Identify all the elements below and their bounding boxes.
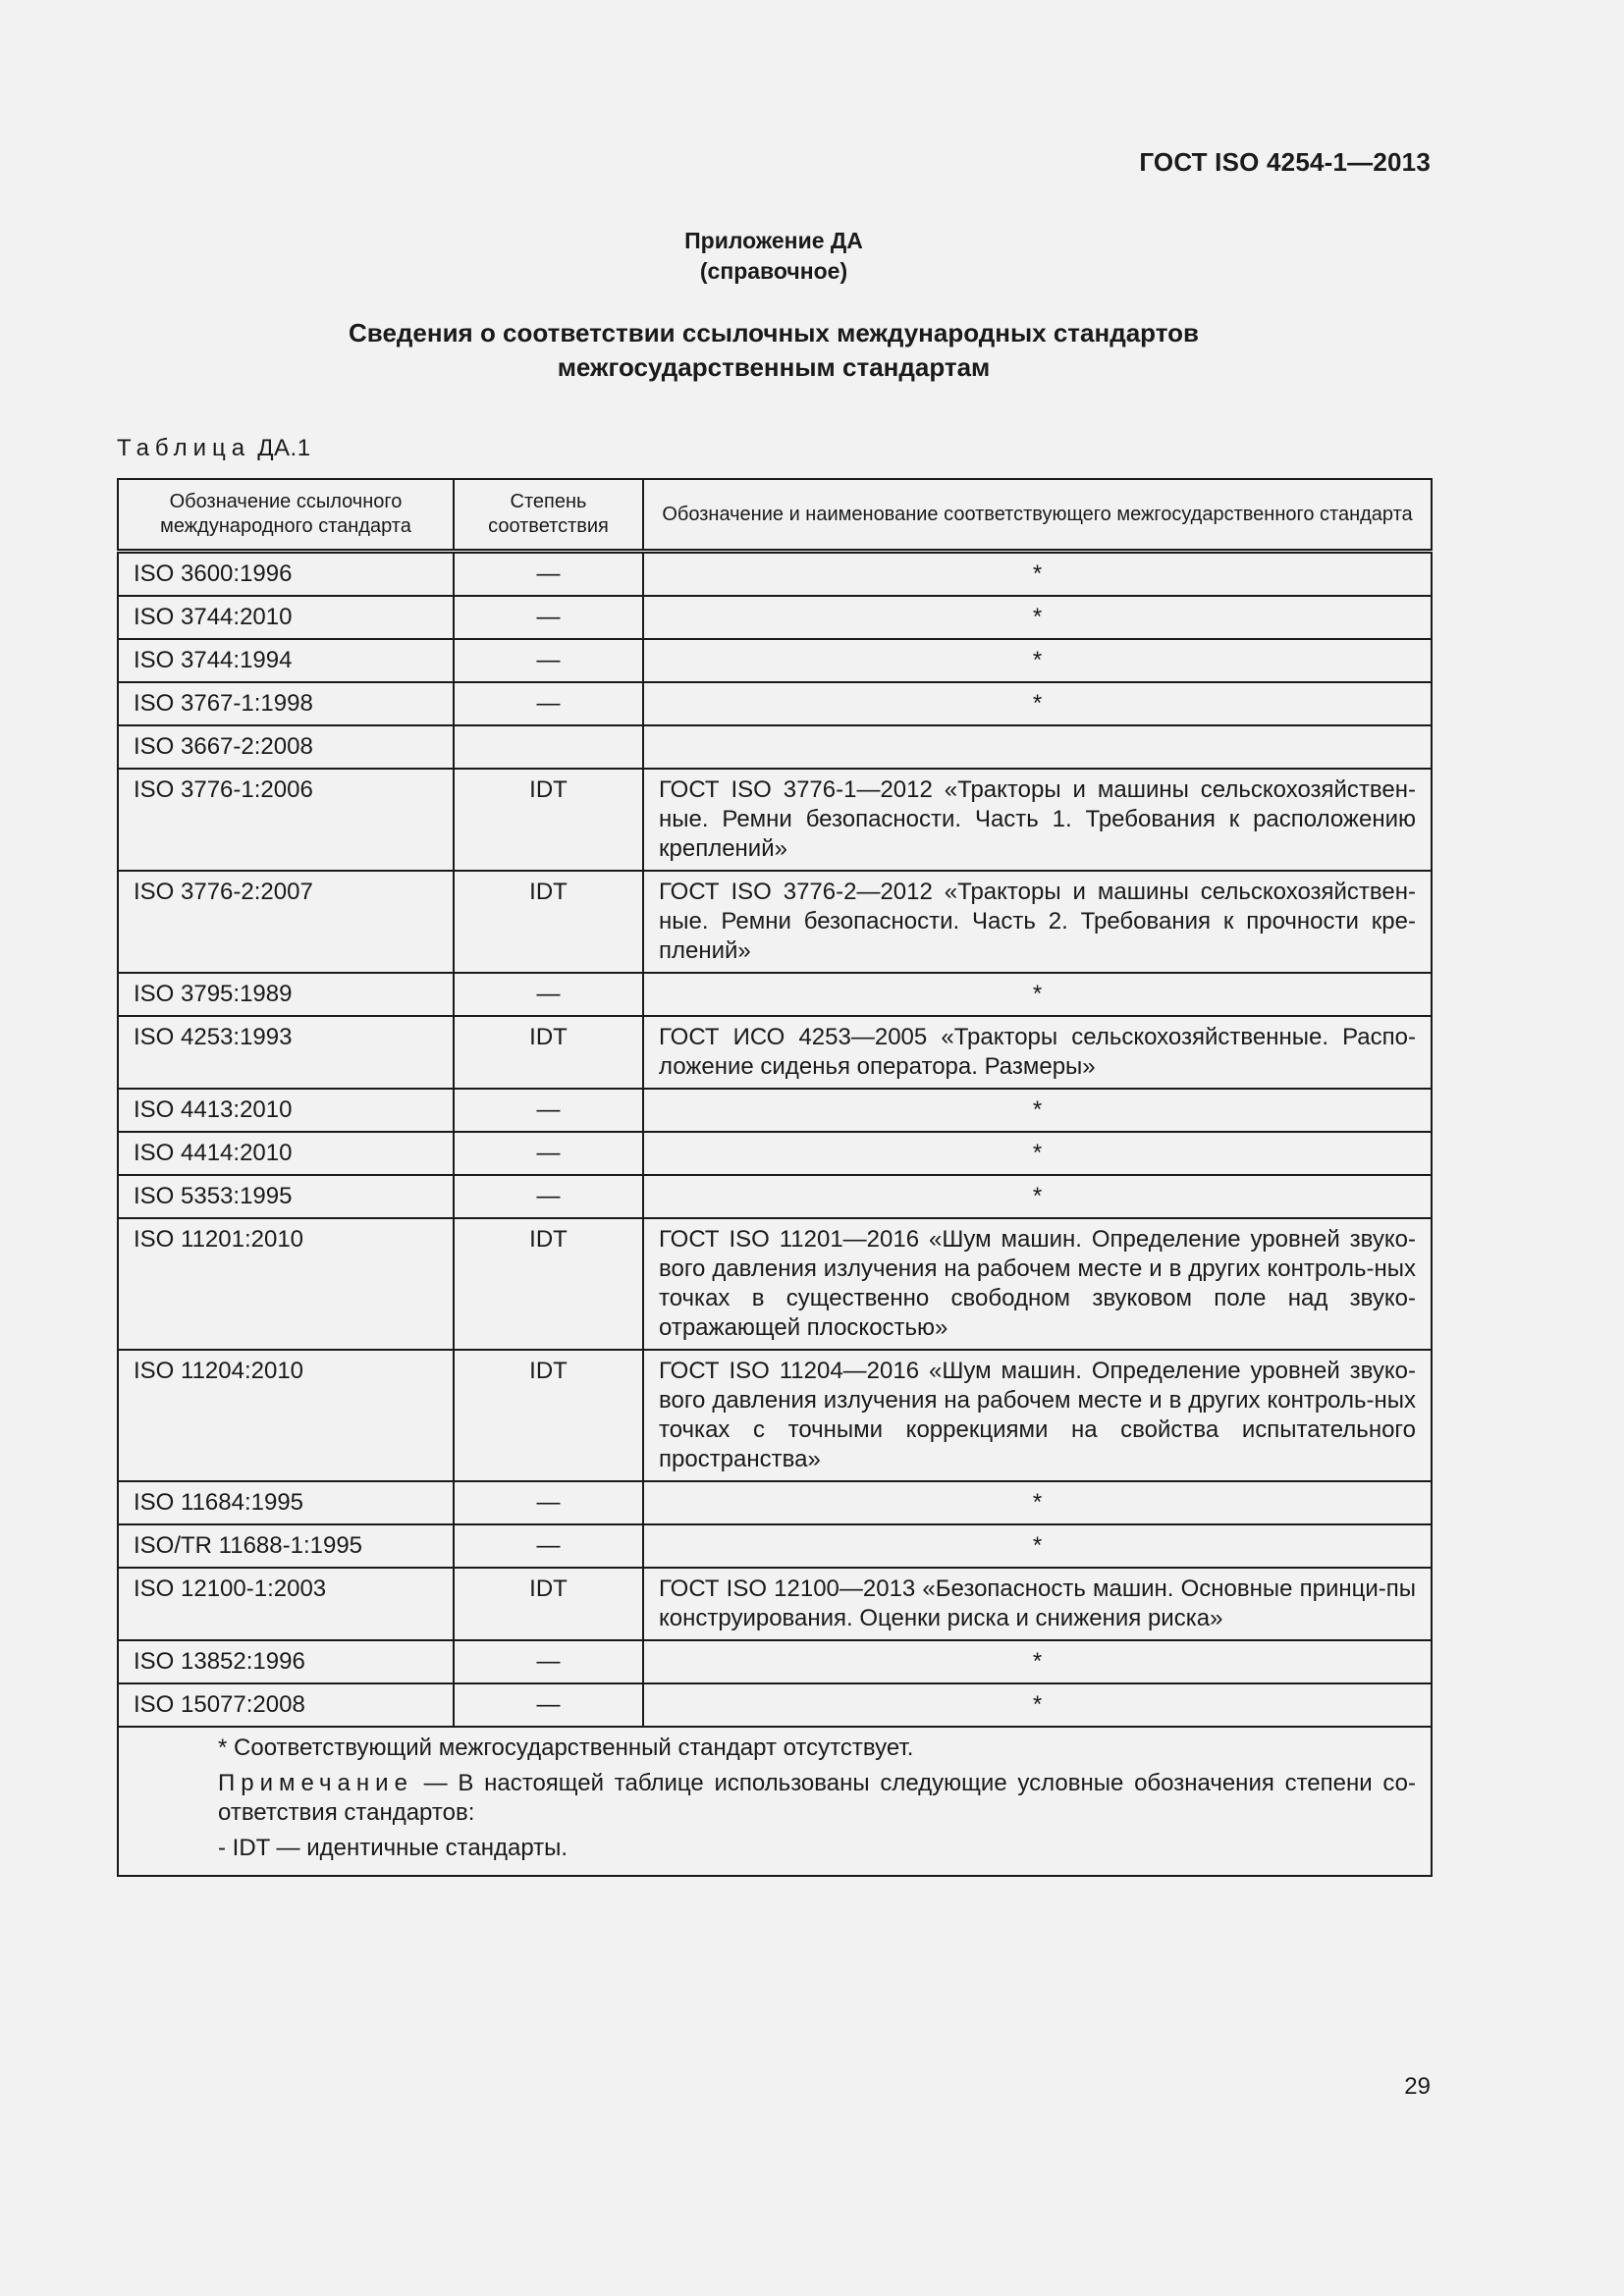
table-row: [118, 552, 1432, 597]
cell-reference: ISO/TR 11688-1:1995: [118, 1524, 454, 1568]
cell-gost: *: [643, 1640, 1432, 1683]
table-row: [118, 769, 1432, 871]
note-label: Примечание: [218, 1770, 413, 1796]
cell-degree: [454, 725, 643, 769]
table-row: [118, 1089, 1432, 1132]
cell-gost: *: [643, 973, 1432, 1016]
table-notes-row: [118, 1727, 1432, 1876]
cell-degree: IDT: [454, 769, 643, 871]
cell-degree: IDT: [454, 1218, 643, 1350]
cell-gost: *: [643, 1683, 1432, 1727]
table-body: [118, 552, 1432, 1728]
cell-degree: —: [454, 639, 643, 682]
cell-degree: —: [454, 682, 643, 725]
table-row: [118, 1218, 1432, 1350]
cell-gost: *: [643, 1132, 1432, 1175]
cell-reference: ISO 11684:1995: [118, 1481, 454, 1524]
cell-degree: —: [454, 1481, 643, 1524]
table-row: [118, 682, 1432, 725]
table-row: [118, 1524, 1432, 1568]
table-row: [118, 1132, 1432, 1175]
cell-gost: ГОСТ ISO 12100—2013 «Безопасность машин. Основные принци-пы конструирования. Оценки риска и снижения риска»: [643, 1568, 1432, 1640]
column-header-degree: Степень соответствия: [454, 479, 643, 552]
column-header-gost: Обозначение и наименование соответствующего межгосударственного стандарта: [643, 479, 1432, 552]
cell-reference: ISO 12100-1:2003: [118, 1568, 454, 1640]
section-title: [117, 316, 1431, 385]
cell-degree: —: [454, 973, 643, 1016]
cell-gost: *: [643, 1524, 1432, 1568]
cell-gost: ГОСТ ИСО 4253—2005 «Тракторы сельскохозяйственные. Распо-ложение сиденья оператора. Размеры»: [643, 1016, 1432, 1089]
appendix-subtitle: (справочное): [699, 258, 848, 284]
cell-reference: ISO 5353:1995: [118, 1175, 454, 1218]
cell-reference: ISO 3795:1989: [118, 973, 454, 1016]
cell-gost: [643, 725, 1432, 769]
table-row: [118, 1350, 1432, 1481]
table-row: [118, 1640, 1432, 1683]
cell-gost: *: [643, 552, 1432, 597]
cell-gost: ГОСТ ISO 11204—2016 «Шум машин. Определение уровней звуко-вого давления излучения на рабочем месте и в других контроль-ных точках с точными коррекциями на свойства испытательного пространства»: [643, 1350, 1432, 1481]
footnote: * Соответствующий межгосударственный стандарт отсутствует.: [218, 1735, 914, 1761]
appendix-heading: [117, 226, 1431, 287]
table-row: [118, 871, 1432, 973]
table-row: [118, 1175, 1432, 1218]
cell-degree: —: [454, 552, 643, 597]
table-row: [118, 725, 1432, 769]
cell-reference: ISO 11201:2010: [118, 1218, 454, 1350]
cell-reference: ISO 4414:2010: [118, 1132, 454, 1175]
note-text: — В настоящей таблице использованы следующие условные обозначения степени со-ответствия стандартов:: [218, 1770, 1416, 1826]
page-number: 29: [1404, 2073, 1431, 2100]
appendix-title: Приложение ДА: [684, 228, 863, 253]
table-row: [118, 639, 1432, 682]
cell-reference: ISO 13852:1996: [118, 1640, 454, 1683]
cell-gost: *: [643, 682, 1432, 725]
cell-reference: ISO 3767-1:1998: [118, 682, 454, 725]
cell-degree: IDT: [454, 1568, 643, 1640]
section-title-line1: Сведения о соответствии ссылочных международных стандартов: [349, 318, 1199, 347]
cell-degree: IDT: [454, 1016, 643, 1089]
cell-degree: —: [454, 1132, 643, 1175]
section-title-line2: межгосударственным стандартам: [557, 352, 991, 382]
cell-gost: *: [643, 596, 1432, 639]
document-code: ГОСТ ISO 4254-1—2013: [1139, 147, 1431, 177]
cell-reference: ISO 15077:2008: [118, 1683, 454, 1727]
cell-degree: —: [454, 1175, 643, 1218]
table-row: [118, 596, 1432, 639]
cell-gost: *: [643, 1175, 1432, 1218]
cell-reference: ISO 3744:1994: [118, 639, 454, 682]
cell-degree: IDT: [454, 871, 643, 973]
cell-gost: *: [643, 1481, 1432, 1524]
table-row: [118, 1016, 1432, 1089]
table-notes: [118, 1727, 1432, 1876]
table-header-row: [118, 479, 1432, 552]
cell-reference: ISO 11204:2010: [118, 1350, 454, 1481]
cell-reference: ISO 4253:1993: [118, 1016, 454, 1089]
table-row: [118, 1683, 1432, 1727]
table-caption-word: Таблица: [117, 435, 251, 461]
table-caption: [117, 435, 311, 462]
cell-gost: *: [643, 1089, 1432, 1132]
standards-table: [117, 478, 1433, 1877]
cell-degree: —: [454, 1683, 643, 1727]
column-header-reference: Обозначение ссылочного международного стандарта: [118, 479, 454, 552]
cell-reference: ISO 3600:1996: [118, 552, 454, 597]
table-row: [118, 1568, 1432, 1640]
table-row: [118, 1481, 1432, 1524]
note: [134, 1769, 1416, 1828]
cell-reference: ISO 3667-2:2008: [118, 725, 454, 769]
cell-degree: IDT: [454, 1350, 643, 1481]
table-row: [118, 973, 1432, 1016]
cell-gost: ГОСТ ISO 11201—2016 «Шум машин. Определение уровней звуко-вого давления излучения на рабочем месте и в других контроль-ных точках в существенно свободном звуковом поле над звуко-отражающей плоскостью»: [643, 1218, 1432, 1350]
cell-gost: ГОСТ ISO 3776-2—2012 «Тракторы и машины сельскохозяйствен-ные. Ремни безопасности. Часть 2. Требования к прочности кре-плений»: [643, 871, 1432, 973]
cell-degree: —: [454, 1524, 643, 1568]
cell-reference: ISO 3776-2:2007: [118, 871, 454, 973]
cell-reference: ISO 3744:2010: [118, 596, 454, 639]
cell-degree: —: [454, 596, 643, 639]
cell-degree: —: [454, 1089, 643, 1132]
table-caption-id: ДА.1: [257, 435, 311, 461]
cell-reference: ISO 3776-1:2006: [118, 769, 454, 871]
cell-gost: *: [643, 639, 1432, 682]
note-item: - IDT — идентичные стандарты.: [218, 1835, 568, 1861]
cell-gost: ГОСТ ISO 3776-1—2012 «Тракторы и машины сельскохозяйствен-ные. Ремни безопасности. Часть 1. Требования к расположению креплений»: [643, 769, 1432, 871]
cell-degree: —: [454, 1640, 643, 1683]
cell-reference: ISO 4413:2010: [118, 1089, 454, 1132]
